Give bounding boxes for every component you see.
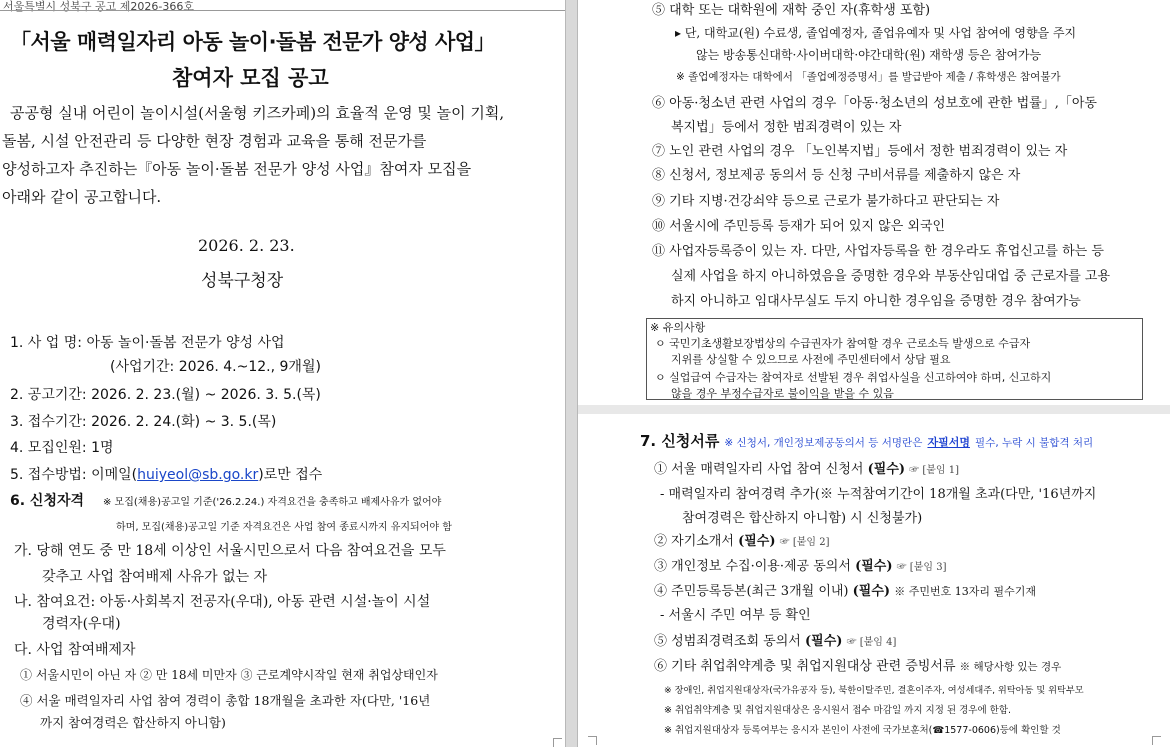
required-badge: (필수) <box>855 559 893 574</box>
exclusion-subitem: 않는 방송통신대학·사이버대학·야간대학(원) 재학생 등은 참여가능 <box>696 48 1042 62</box>
caution-box <box>646 318 1143 400</box>
exclusion-item: ⑤ 대학 또는 대학원에 재학 중인 자(휴학생 포함) <box>652 3 931 18</box>
exclusion-item: ① 서울시민이 아닌 자 ② 만 18세 미만자 ③ 근로계약시작일 현재 취업상태인자 <box>20 668 438 682</box>
doc-item-1 <box>654 458 959 477</box>
section-7-note-bold: 자필서명 <box>927 436 970 449</box>
attachment-ref: ☞ [붙임 1] <box>909 465 960 476</box>
doc-item-text: ① 서울 매력일자리 사업 참여 신청서 <box>654 462 864 477</box>
announcement-number: 서울특별시 성북구 공고 제2026-366호 <box>3 0 194 13</box>
doc-item-text: ③ 개인정보 수집·이용·제공 동의서 <box>654 559 851 574</box>
exclusion-subitem: ▸ 단, 대학교(원) 수료생, 졸업예정자, 졸업유예자 및 사업 참여에 영향을 주지 <box>675 26 1077 40</box>
doc-item-4 <box>654 580 1036 599</box>
required-badge: (필수) <box>738 534 776 549</box>
signer-name: 성북구청장 <box>201 271 284 291</box>
section-7-label: 7. 신청서류 <box>640 432 720 450</box>
qualification-note: ※ 모집(채용)공고일 기준('26.2.24.) 자격요건을 충족하고 배제사유가 없어야 <box>103 497 442 508</box>
exclusion-item: ⑪ 사업자등록증이 있는 자. 다만, 사업자등록을 한 경우라도 휴업신고를 하는 등 <box>652 244 1104 259</box>
item-qualification-label: 6. 신청자격 <box>10 493 85 509</box>
attachment-ref: ☞ [붙임 2] <box>779 537 830 548</box>
doc-item-note: ※ 해당사항 있는 경우 <box>959 661 1062 673</box>
exclusion-item: ⑨ 기타 지병·건강쇠약 등으로 근로가 불가하다고 판단되는 자 <box>652 194 1000 209</box>
header-rule <box>0 10 565 11</box>
section-7-note: ※ 신청서, 개인정보제공동의서 등 서명란은 <box>724 437 923 449</box>
item-application-method <box>10 464 322 484</box>
footnote: ※ 취업지원대상자 등록여부는 응시자 본인이 사전에 국가보훈처(☎1577-0606)등에 확인할 것 <box>664 725 1061 736</box>
qualification-ga: 가. 당해 연도 중 만 18세 이상인 서울시민으로서 다음 참여요건을 모두 <box>14 543 446 559</box>
qualification-note: 하며, 모집(채용)공고일 기준 자격요건은 사업 참여 종료시까지 유지되어야 함 <box>116 522 452 533</box>
method-text: 5. 접수방법: 이메일( <box>10 467 138 483</box>
document-page-right <box>578 0 1170 747</box>
qualification-na: 경력자(우대) <box>42 616 121 632</box>
item-application-period: 3. 접수기간: 2026. 2. 24.(화) ~ 3. 5.(목) <box>10 414 277 430</box>
document-page-left <box>0 0 565 747</box>
doc-title-line1: 「서울 매력일자리 아동 놀이·돌봄 전문가 양성 사업」 <box>10 30 496 54</box>
page-corner-mark <box>1152 736 1161 745</box>
exclusion-item: ④ 서울 매력일자리 사업 참여 경력이 총합 18개월을 초과한 자(다만, '16년 <box>20 693 431 708</box>
section-7-heading <box>640 430 1093 451</box>
caution-item: 지위를 상실할 수 있으므로 사전에 주민센터에서 상담 필요 <box>671 353 951 366</box>
doc-item-text: ⑤ 성범죄경력조회 동의서 <box>654 634 801 649</box>
doc-item-1-sub: 참여경력은 합산하지 아니함) 시 신청불가) <box>682 511 923 526</box>
announcement-date: 2026. 2. 23. <box>198 236 295 255</box>
intro-line: 아래와 같이 공고합니다. <box>2 188 162 206</box>
page-gutter <box>565 0 578 747</box>
doc-item-text: ② 자기소개서 <box>654 534 734 549</box>
doc-item-text: ⑥ 기타 취업취약계층 및 취업지원대상 관련 증빙서류 <box>654 659 956 674</box>
item-project-name: 1. 사 업 명: 아동 놀이·돌봄 전문가 양성 사업 <box>10 335 285 351</box>
doc-item-text: ④ 주민등록등본(최근 3개월 이내) <box>654 584 849 599</box>
qualification-na: 나. 참여요건: 아동·사회복지 전공자(우대), 아동 관련 시설·놀이 시설 <box>14 594 431 610</box>
doc-item-5 <box>654 630 896 649</box>
intro-line: 공공형 실내 어린이 놀이시설(서울형 키즈카페)의 효율적 운영 및 놀이 기획, <box>10 104 505 122</box>
doc-item-1-sub: - 매력일자리 참여경력 추가(※ 누적참여기간이 18개월 초과(다만, '16년까지 <box>660 487 1097 502</box>
exclusion-item: 복지법」등에서 정한 범죄경력이 있는 자 <box>671 120 902 135</box>
caution-item: ㅇ 국민기초생활보장법상의 수급권자가 참여할 경우 근로소득 발생으로 수급자 <box>655 337 1031 350</box>
doc-title-line2: 참여자 모집 공고 <box>172 66 329 90</box>
intro-line: 양성하고자 추진하는『아동 놀이·돌봄 전문가 양성 사업』참여자 모집을 <box>2 160 472 178</box>
method-text: )로만 접수 <box>258 467 323 483</box>
qualification-ga: 갖추고 사업 참여배제 사유가 없는 자 <box>42 569 268 585</box>
caution-item: ㅇ 실업급여 수급자는 참여자로 선발된 경우 취업사실을 신고하여야 하며, 신고하지 <box>655 371 1052 384</box>
item-recruit-count: 4. 모집인원: 1명 <box>10 440 114 456</box>
attachment-ref: ☞ [붙임 3] <box>896 562 947 573</box>
page-break <box>578 405 1170 414</box>
exclusion-item: 실제 사업을 하지 아니하였음을 증명한 경우와 부동산임대업 중 근로자를 고용 <box>671 269 1111 284</box>
exclusion-item: ⑦ 노인 관련 사업의 경우 「노인복지법」등에서 정한 범죄경력이 있는 자 <box>652 144 1068 159</box>
required-badge: (필수) <box>852 584 891 599</box>
section-7-note: 필수, 누락 시 불합격 처리 <box>975 437 1094 449</box>
item-project-period: (사업기간: 2026. 4.~12., 9개월) <box>110 359 321 375</box>
attachment-ref: ☞ [붙임 4] <box>846 637 897 648</box>
email-link[interactable]: huiyeol@sb.go.kr <box>137 467 259 483</box>
exclusion-item: 까지 참여경력은 합산하지 아니함) <box>40 715 226 730</box>
page-corner-mark <box>553 738 562 747</box>
exclusion-item: ⑩ 서울시에 주민등록 등재가 되어 있지 않은 외국인 <box>652 219 946 234</box>
doc-item-6 <box>654 655 1061 674</box>
required-badge: (필수) <box>805 634 843 649</box>
doc-item-2 <box>654 530 829 549</box>
page-corner-mark <box>588 736 597 745</box>
required-badge: (필수) <box>867 462 906 477</box>
exclusion-item: ⑥ 아동·청소년 관련 사업의 경우「아동·청소년의 성보호에 관한 법률」,「아동 <box>652 96 1097 111</box>
intro-line: 돌봄, 시설 안전관리 등 다양한 현장 경험과 교육을 통해 전문가를 <box>2 132 427 150</box>
caution-item: 않을 경우 부정수급자로 불이익을 받을 수 있음 <box>671 387 894 400</box>
exclusion-item: 하지 아니하고 임대사무실도 두지 아니한 경우임을 증명한 경우 참여가능 <box>671 294 1081 309</box>
doc-item-4-sub: - 서울시 주민 여부 등 확인 <box>660 608 811 623</box>
doc-item-note: ※ 주민번호 13자리 필수기재 <box>894 585 1036 598</box>
doc-item-3 <box>654 555 946 574</box>
footnote: ※ 장애인, 취업지원대상자(국가유공자 등), 북한이탈주민, 결혼이주자, 여성세대주, 위탁아동 및 위탁부모 <box>664 685 1084 696</box>
caution-title: ※ 유의사항 <box>650 321 706 334</box>
item-notice-period: 2. 공고기간: 2026. 2. 23.(월) ~ 2026. 3. 5.(목) <box>10 387 321 403</box>
exclusion-note: ※ 졸업예정자는 대학에서 「졸업예정증명서」를 발급받아 제출 / 휴학생은 참여불가 <box>676 71 1061 83</box>
exclusion-item: ⑧ 신청서, 정보제공 동의서 등 신청 구비서류를 제출하지 않은 자 <box>652 168 1021 183</box>
exclusion-heading: 다. 사업 참여배제자 <box>14 642 136 658</box>
footnote: ※ 취업취약계층 및 취업지원대상은 응시원서 접수 마감일 까지 지정 된 경우에 한함. <box>664 705 1012 716</box>
